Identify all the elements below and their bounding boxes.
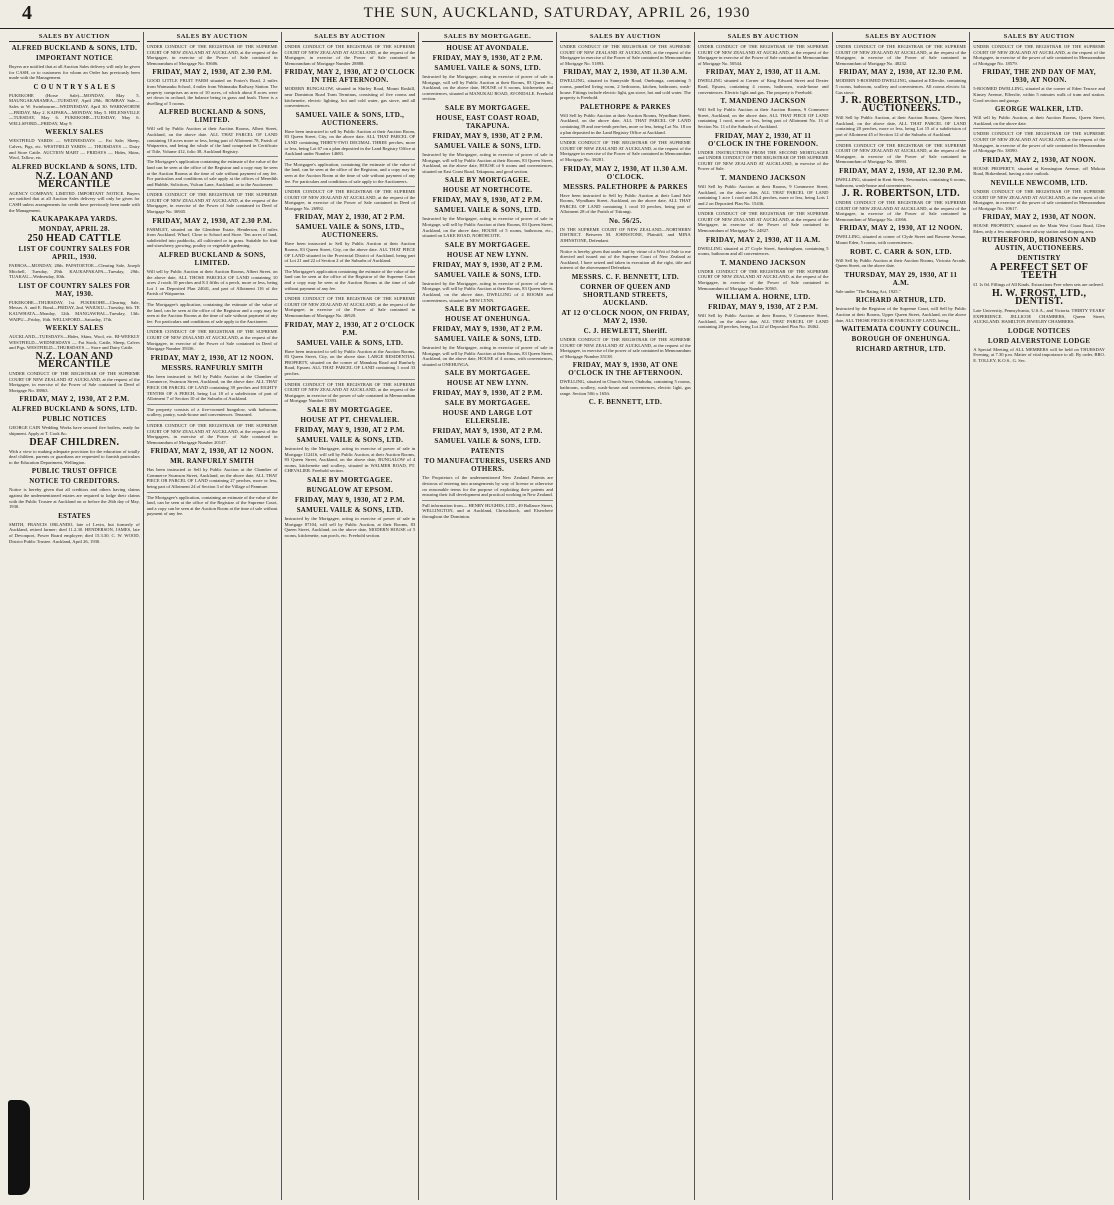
ad-headline: BUNGALOW AT EPSOM. — [306, 485, 394, 494]
ad-headline: FRIDAY, MAY 2, 1930, AT 2.30 P.M. — [152, 68, 272, 77]
ad-headline: SAMUEL VAILE & SONS, LTD., AUCTIONEERS. — [295, 223, 405, 240]
ad-body-text: Has been instructed to Sell by Public Auction at the Chamber of Commerce, Swanson Street, Auckland, on the above date. ALL THAT PIECE OR PARCEL OF LAND containing 39 perches and EIGHTY TENTHS OF A PERCH, being Lot 18 of a subdivision of part of Allotment 7 of Section 10 of the Suburbs of Auckland. — [146, 373, 278, 402]
ad-headline: C. F. BENNETT, LTD. — [588, 398, 663, 407]
ad-body-text: DWELLING, situated in Kent Street, Newmarket, containing 6 rooms, bathroom, wash-house and conveniences. — [835, 176, 967, 188]
ad-headline: PATENTS — [470, 447, 505, 456]
ad-body-text: Instructed by the Mortgagee, acting in exercise of power of sale in Mortgage, will sell by Public Auction at their Rooms, 83 Queen Street, Auckland, on the above date, HOUSE of 6 rooms and conveniences, situated on East Coast Road, Takapuna, and good section. — [422, 151, 553, 174]
ad-headline: FRIDAY, MAY 2, 1930, AT 2 P.M. — [19, 395, 130, 404]
ad-headline: FRIDAY, MAY 9, 1930, AT 2 P.M. — [708, 303, 819, 312]
ad-headline: LODGE NOTICES — [1007, 326, 1071, 335]
ad-body-text: The Mortgagee's application, containing the estimate of the value of the land, can be seen at the office of the Registrar and a copy may be seen at the Auction Rooms at the time of sale without payment of any fee. For particulars and conditions of sale apply to the Auctioneer. — [147, 299, 278, 324]
ad-headline: FRIDAY, MAY 9, 1930, AT 2 P.M. — [294, 425, 405, 434]
ad-headline: ESTATES — [58, 511, 91, 520]
ad-body-text: GOOD LITTLE FRUIT FARM situated on Foster's Road, 2 miles from Waimauku School, 4 miles from Waimauku Railway Station. The property comprises an area of 10 acres, of which about 8 acres were set down in orchard, the balance being in grass and bush. There is a dwelling of 5 rooms. — [146, 78, 278, 106]
ad-headline: J. R. ROBERTSON, LTD. — [841, 188, 960, 200]
column-1 — [6, 32, 144, 1200]
ad-body-text: WESTFIELD YARDS — WEDNESDAYS — Fat Sale; Sheep, Calves, Pigs, etc. WESTFIELD YARDS — THURSDAYS — Dairy and Store Cattle. AUCTION MART — FRIDAYS — Hides, Skins, Wool, Tallow, etc. — [9, 138, 140, 161]
ad-headline: FRIDAY, MAY 2, 1930, AT 2 O'CLOCK P.M. — [284, 320, 415, 337]
ad-headline: FRIDAY, MAY 2, 1930, AT NOON. — [982, 155, 1096, 164]
ad-body-text: Instructed by the Mortgagee, acting in exercise of power of sale in Mortgage, will sell by Public Auction at their Rooms, 83 Queen Street, Auckland, on the above date, DWELLING of 4 ROOMS and conveniences, situated in NEW LYNN. — [422, 280, 553, 303]
ad-headline: H. W. FROST, LTD., DENTIST. — [991, 288, 1087, 308]
ad-headline: SAMUEL VAILE & SONS, LTD. — [434, 335, 541, 344]
ad-headline: KAUKAPAKAPA YARDS. — [31, 215, 118, 224]
ad-headline: RICHARD ARTHUR, LTD. — [855, 296, 946, 305]
ad-body-text: UNDER CONDUCT OF THE REGISTRAR OF THE SUPREME COURT OF NEW ZEALAND AT AUCKLAND, at the request of the Mortgagee in exercise of the Power of Sale contained in Memorandum of Mortgage No. 50544. — [697, 44, 829, 66]
ad-headline: FRIDAY, MAY 9, 1930, AT 2 P.M. — [432, 196, 543, 205]
ad-body-text: Has been instructed to Sell by Public Auction at the Chamber of Commerce Swanson Street, Auckland, on the above date, ALL THAT PIECE OR PARCEL OF LAND containing 27 perches, more or less, being part of Allotment 24 of Section 3 of the Village of Panmure. — [146, 467, 278, 490]
column-header: SALES BY AUCTION — [973, 32, 1105, 42]
ad-body-text: Notice is hereby given that all creditors and others having claims against the undermentioned estates are required to lodge their claims with the Public Trustee at Auckland on or before the 26th day of May, 1930. — [9, 487, 140, 510]
ad-headline: No. 56/25. — [609, 216, 642, 225]
column-header: SALES BY AUCTION — [9, 32, 140, 42]
ad-body-text: UNDER INSTRUCTIONS FROM THE SECOND MORTGAGEE and UNDER CONDUCT OF THE REGISTRAR OF THE SUPREME COURT OF NEW ZEALAND AT AUCKLAND, in exercise of the Power of Sale. — [697, 149, 829, 172]
ad-headline: ALFRED BUCKLAND & SONS, LTD. — [11, 162, 138, 171]
ad-headline: SAMUEL VAILE & SONS, LTD. — [296, 435, 404, 444]
ad-body-text: UNDER CONDUCT OF THE REGISTRAR OF THE SUPREME COURT OF NEW ZEALAND AT AUCKLAND, at the request of the Mortgagees, in exercise of the Power of Sale contained in Memorandum of Mortgage Number 20147. — [147, 420, 278, 445]
ad-headline: FRIDAY, MAY 9, 1930, AT 2 P.M. — [432, 54, 543, 62]
ad-body-text: MODERN 5-ROOMED DWELLING, situated at Ellerslie, containing 5 rooms, bathroom, scullery and conveniences. All rooms electric lit. Gas stove. — [835, 78, 967, 95]
ad-headline: BOROUGH OF ONEHUNGA. — [851, 335, 951, 344]
column-header: SALES BY AUCTION — [147, 32, 278, 42]
ad-body-text: UNDER CONDUCT OF THE REGISTRAR OF THE SUPREME COURT OF NEW ZEALAND AT AUCKLAND, at the request of the Mortgagee, in exercise of the power of sale contained in Memorandum of Mortgage No. 18579. — [973, 44, 1105, 66]
ad-body-text: The Mortgagee's application containing the estimate of the value of the land can be seen at the office of the Registrar of the Supreme Court and a copy may be seen at the Auction Rooms at the time of sale without payment of any fee. — [285, 266, 416, 291]
ad-body-text: AUCKLAND—TUESDAYS—Hides, Skins, Wool, etc. BI-WEEKLY WESTFIELD—WEDNESDAYS — Fat Stock, Cattle, Sheep, Calves and Pigs. WESTFIELD—THURSDAYS — Store and Dairy Cattle. — [9, 334, 140, 351]
ad-headline: LIST OF COUNTRY SALES FOR APRIL, 1930. — [18, 245, 131, 262]
ad-headline: HOUSE AT NORTHCOTE. — [442, 186, 533, 195]
ad-headline: SAMUEL VAILE & SONS, LTD. — [434, 270, 541, 279]
ad-body-text: Instructed by the Mortgagee, acting in exercise of power of sale in Mortgage 87104, will sell by Public Auction, at their Rooms, 83 Queen Street, Auckland, on the above date, MODERN HOUSE of 5 rooms, kitchenette, sun porch, etc. Freehold section. — [284, 515, 416, 538]
ad-body-text: Will Sell by Public Auction at their Auction Rooms, Victoria Arcade, Queen Street, on the above date. — [835, 257, 967, 269]
ad-headline: LIST OF COUNTRY SALES FOR MAY, 1930. — [18, 281, 131, 298]
ad-headline: ALFRED BUCKLAND & SONS, LTD. — [11, 44, 138, 52]
ad-headline: FRIDAY, MAY 2, 1930, AT 2.30 P.M. — [152, 216, 272, 225]
ad-body-text: The Mortgagee's application, containing an estimate of the value of the land, can be seen at the office of the Registrar of the Supreme Court, and a copy can be seen at the Auction Room at the time of sale without payment of any fee. — [147, 492, 278, 517]
ad-body-text: Sale under "The Rating Act, 1925." — [835, 288, 901, 294]
ad-body-text: The Mortgagee's application, containing the estimate of the value of the land, can be seen at the office of the Registrar, and a copy may be seen at the Auction Room at the time of sale without payment of any fee. For particulars and conditions of sale apply to the Auctioneers. — [285, 159, 416, 184]
ad-headline: SAMUEL VAILE & SONS, LTD. — [434, 437, 541, 446]
ad-headline: MESSRS. C. F. BENNETT, LTD. — [571, 273, 679, 282]
ad-body-text: With a view to making adequate provision for the education of totally deaf children, parents or guardians are requested to furnish particulars to the Education Department, Wellington. — [9, 448, 140, 465]
ad-headline: SALE BY MORTGAGEE. — [445, 369, 531, 378]
ad-body-text: Have been instructed to Sell by Public Auction at their Land Sale Rooms, Wyndham Street, Auckland, on the above date, ALL THAT PARCEL OF LAND containing 1 rood 10 perches, being part of Allotment 28 of the Parish of Titirangi. — [560, 192, 691, 215]
ad-headline: HOUSE, EAST COAST ROAD, TAKAPUNA. — [436, 113, 540, 130]
ad-headline: FRIDAY, MAY 2, 1930, AT 11.30 A.M. O'CLOCK. — [563, 164, 688, 181]
ad-body-text: IN THE SUPREME COURT OF NEW ZEALAND—NORTHERN DISTRICT. Between M. JOHNSTONE, Plaintiff, and MINA JOHNSTONE, Defendant. — [560, 226, 691, 244]
ad-headline: T. MANDENO JACKSON — [720, 97, 806, 106]
ad-body-text: Buyers are notified that at all Auction Sales delivery will only be given for CASH, or to customers for whom an Order has previously been made with the Management. — [9, 64, 140, 81]
ad-body-text: Will sell by Public Auction, at their Auction Rooms, Queen Street, Auckland, on the above date. — [973, 115, 1105, 126]
ad-headline: TO MANUFACTURERS, USERS AND OTHERS. — [424, 457, 551, 474]
ad-body-text: Have been instructed to Sell by Public Auction at their Auction Rooms, 83 Queen Street, City, on the above date. ALL THAT PIECE OF LAND situated in the Provincial District of Auckland, being part of Lot 21 and 22 of Section 2 of the Suburbs of Auckland. — [284, 241, 416, 264]
ad-body-text: Instructed by the Registrar of the Supreme Court, will Sell by Public Auction at their Rooms, Upper Queen Street, Auckland, on the above date, ALL THOSE PIECES OR PARCELS OF LAND, being: — [835, 306, 967, 323]
ad-body-text: UNDER CONDUCT OF THE REGISTRAR OF THE SUPREME COURT OF NEW ZEALAND AT AUCKLAND, at the request of the Mortgagee in exercise of the Power of Sale contained in Memorandum of Mortgage No. 38281. — [560, 137, 691, 162]
ad-body-text: DWELLING situated at Corner of King Edward Street and Dexter Road, Epsom, containing 4 rooms, bathroom, wash-house and conveniences. Electric light and gas. The property is Freehold. — [697, 78, 829, 95]
ad-headline: FRIDAY, MAY 2, 1930, AT 12 NOON. — [150, 353, 274, 362]
column-4 — [419, 32, 557, 1200]
ad-body-text: UNDER CONDUCT OF THE REGISTRAR OF THE SUPREME COURT OF NEW ZEALAND AT AUCKLAND, at the request of the Mortgagee, in exercise of the Power of Sale contained in Memorandum of Mortgage No. 83606. — [146, 44, 278, 66]
column-header: SALES BY AUCTION — [560, 32, 691, 42]
ad-body-text: Have been instructed to sell by Public Auction at their Auction Room, 83 Queen Street, City, on the above date. ALL THAT PARCEL OF LAND containing THIRTY-TWO DECIMAL THREE perches, more or less, being Lot 67 on a plan deposited in the Land Registry Office at Auckland under Number 14683. — [284, 128, 416, 157]
ad-headline: A PERFECT SET OF TEETH — [990, 262, 1089, 282]
ad-headline: RICHARD ARTHUR, LTD. — [855, 345, 946, 354]
ad-headline: FRIDAY, MAY 9, 1930, AT 2 P.M. — [294, 495, 405, 504]
ad-body-text: Instructed by the Mortgagee, acting in exercise of power of sale in Mortgage, will sell by Public Auction at their Rooms, 83 Queen Street, Auckland, on the above date, HOUSE of 5 rooms, bathroom, etc., situated on LAKE ROAD, NORTHCOTE. — [422, 216, 553, 239]
ad-body-text: Will Sell by Public Auction, at their Auction Rooms, Queen Street, Auckland, on the above date, ALL THAT PARCEL OF LAND containing 20 perches, more or less, being Lot 15 of a subdivision of part of Allotment 45 of Section 12 of the Suburbs of Auckland. — [835, 115, 967, 137]
column-3 — [282, 32, 420, 1200]
ad-body-text: Will sell by Public Auction at their Auction Rooms, Albert Street, on the above date, ALL THOSE PARCELS OF LAND containing 10 acres 2 roods 10 perches and 8.3 fifths of a perch, more or less, being Lot 1 on Deposited Plan 24041, and part of Allotment 116 of the Parish of Waipareira. — [146, 269, 278, 297]
ad-headline: FRIDAY, MAY 2, 1930, AT 12 NOON. — [150, 447, 274, 456]
ad-headline: T. MANDENO JACKSON — [720, 258, 806, 267]
ad-headline: SALE BY MORTGAGEE. — [307, 405, 393, 414]
ad-body-text: HOUSE PROPERTY, situated at Kensington Avenue, off Mokoia Road, Birkenhead, having a nice outlook. — [973, 165, 1105, 177]
ad-headline: SAMUEL VAILE & SONS, LTD. — [296, 505, 404, 514]
ad-headline: FRIDAY, MAY 2, 1930, AT 12.30 P.M. — [839, 68, 963, 77]
ad-headline: FRIDAY, MAY 9, 1930, AT ONE O'CLOCK IN THE AFTERNOON. — [568, 361, 683, 378]
ad-headline: HOUSE AT PT. CHEVALIER. — [300, 415, 400, 424]
ad-headline: 250 HEAD CATTLE — [27, 233, 122, 245]
newspaper-columns — [6, 32, 1108, 1200]
ad-headline: FRIDAY, MAY 9, 1930, AT 2 P.M. — [432, 131, 543, 140]
ad-headline: PALETHORPE & PARKES — [580, 102, 671, 111]
ad-body-text: SMITH, FRANCIS ORLANDO, late of Levin, but formerly of Auckland, retired farmer; died 11.2.30. HENDERSON, JAMES, late of Devonport, Power Board employee; died 15.3.30. C. W. WOOD, District Public Trustee. Auckland, April 26, 1930. — [9, 521, 140, 544]
ad-headline: SAMUEL VAILE & SONS, LTD. — [434, 206, 541, 215]
ad-body-text: MODERN BUNGALOW, situated in Shirley Road, Mount Roskill, near Dominion Road Tram Terminus, consisting of five rooms and kitchenette, electric lighting, hot and cold water, gas stove, and all conveniences. — [284, 86, 416, 109]
ad-headline: FRIDAY, MAY 2, 1930, AT 11 O'CLOCK IN THE FORENOON. — [708, 131, 819, 148]
ad-headline: SAMUEL VAILE & SONS, LTD. — [296, 338, 404, 347]
ad-headline: PUBLIC TRUST OFFICE — [31, 467, 117, 476]
ad-body-text: UNDER CONDUCT OF THE REGISTRAR OF THE SUPREME COURT OF NEW ZEALAND AT AUCKLAND, at the request of the Mortgagee, in exercise of the Power of Sale contained in Memorandum of Mortgage Number 28888. — [284, 44, 416, 66]
ad-body-text: Late University, Pennsylvania, U.S.A., and Victoria. THIRTY YEARS' EXPERIENCE. JELLICOE CHAMBERS, Queen Street, AUCKLAND. HAMILTON JEWELRY CHAMBERS. — [973, 308, 1105, 325]
column-8 — [970, 32, 1108, 1200]
ad-body-text: UNDER CONDUCT OF THE REGISTRAR OF THE SUPREME COURT OF NEW ZEALAND AT AUCKLAND, at the request of the Mortgagee, in exercise of the Power of Sale contained in Memorandum of Mortgage Number 30565. — [697, 268, 829, 291]
ad-headline: HOUSE AT AVONDALE. — [446, 44, 529, 52]
ad-headline: SALE BY MORTGAGEE. — [445, 176, 531, 185]
ad-body-text: DWELLING situated at 27 Coyle Street, Sandringham, containing 5 rooms, bathroom and all conveniences. — [697, 245, 829, 257]
ad-body-text: The Mortgagee's application containing the estimate of the value of the land can be seen at the office of the Registrar and a copy may be seen at the Auction Rooms at the time of sale without payment of any fee. For particulars and conditions of sale apply at the offices of Meredith and Hubble, Solicitors, Vulcan Lane, Auckland, or to the Auctioneer. — [147, 156, 278, 187]
column-header: SALES BY MORTGAGEE. — [422, 32, 553, 42]
ad-body-text: DWELLING, situated in Church Street, Otahuhu, containing 5 rooms, bathroom, scullery, wash-house and conveniences, electric light, gas range. Section 50ft x 165ft. — [560, 379, 691, 396]
ad-body-text: Instructed by the Mortgagee, acting in exercise of power of sale in Mortgage, will sell by Public Auction at their Rooms, 83 Queen St., Auckland, on the above date, HOUSE of 6 rooms, kitchenette, and conveniences, situated at MANUKAU ROAD, AVONDALE. Freehold section. — [422, 74, 553, 102]
ad-body-text: UNDER CONDUCT OF THE REGISTRAR OF THE SUPREME COURT OF NEW ZEALAND AT AUCKLAND, at the request of the Mortgagee, in exercise of the Power of Sale contained in Memorandum of Mortgage No. 24827. — [698, 208, 829, 233]
ad-body-text: UNDER CONDUCT OF THE REGISTRAR OF THE SUPREME COURT OF NEW ZEALAND AT AUCKLAND, at the request of the Mortgagee in exercise of the Power of Sale contained in Memorandum of Mortgage No. 51893. — [560, 44, 691, 66]
ad-body-text: 5-ROOMED DWELLING, situated at the corner of Eden Terrace and Kinsey Avenue, Ellerslie, within 5 minutes walk of tram and station. Good section and garage. — [973, 86, 1105, 103]
ad-body-text: Will Sell by Public Auction at their Auction Rooms, 9 Commerce Street, Auckland, on the above date, ALL THAT PIECE OF LAND containing 1 rood, more or less, being part of Allotment No. 13 of Section No. 11 of the Suburbs of Auckland. — [697, 107, 829, 129]
ad-headline: N.Z. LOAN AND MERCANTILE — [35, 170, 114, 190]
ad-body-text: UNDER CONDUCT OF THE REGISTRAR OF THE SUPREME COURT OF NEW ZEALAND AT AUCKLAND, at the request of the Mortgagee, in exercise of the power of sale contained in Memorandum of Mortgage Number 35138. — [560, 337, 691, 359]
ad-headline: DEAF CHILDREN. — [29, 436, 120, 448]
ad-headline: C. J. HEWLETT, Sheriff. — [583, 327, 668, 336]
ad-body-text: AGENCY COMPANY, LIMITED. IMPORTANT NOTICE. Buyers are notified that at all Auction Sales delivery will only be given for CASH unless arrangements for credit have previously been made with the Management. — [9, 190, 140, 213]
ad-body-text: PUKEKOHE (Horse Sale)—MONDAY, May 5. MAUNGAKARAMEA—TUESDAY, April 29th. BOMBAY Sale—Sales to W. Swinbourne—WEDNESDAY, April 30. WARKWORTH—FRIDAY, May 2. KAIPARA—MONDAY, May 5. HELENSVILLE—TUESDAY, May 6. PUKEKOHE—TUESDAY, May 6. WELLSFORD—FRIDAY, May 9. — [9, 92, 140, 126]
ad-headline: FRIDAY, MAY 9, 1930, AT 2 P.M. — [432, 427, 543, 436]
ad-headline: FRIDAY, MAY 2, 1930, AT 11 A.M. — [705, 235, 821, 244]
ad-body-text: The Proprietors of the undermentioned New Zealand Patents are desirous of entering into arrangements by way of license or otherwise on reasonable terms for the purpose of exploiting their patents and ensuring their full development and practical working in New Zealand. — [422, 475, 553, 498]
column-header: SALES BY AUCTION — [836, 32, 967, 42]
ad-body-text: The property consists of a five-roomed bungalow, with bathroom, scullery, pantry, wash-house and conveniences. Tenanted. — [147, 404, 278, 418]
ad-headline: T. MANDENO JACKSON — [720, 173, 806, 182]
ad-headline: MONDAY, APRIL 28. — [38, 225, 110, 234]
ad-headline: MESSRS. PALETHORPE & PARKES — [563, 182, 688, 191]
ad-body-text: GEORGE CAIN Wedding Works have secured five boilers, ready for shipment. Apply at T. Cook &c. — [9, 425, 140, 436]
ad-headline: FRIDAY, MAY 9, 1930, AT 2 P.M. — [432, 389, 543, 398]
ad-headline: THURSDAY, MAY 29, 1930, AT 11 A.M. — [844, 270, 958, 287]
ad-body-text: DWELLING, situated at corner of Clyde Street and Rawene Avenue, Mount Eden, 5 rooms, with conveniences. — [835, 234, 967, 246]
ad-body-text: HOUSE PROPERTY, situated on the Main West Coast Road, Glen Eden, only a few minutes from railway station and shopping area. — [973, 223, 1105, 234]
ad-headline: SALE BY MORTGAGEE. — [307, 475, 393, 484]
ad-headline: WILLIAM A. HORNE, LTD. — [715, 293, 811, 302]
ad-headline: RUTHERFORD, ROBINSON AND AUSTIN, AUCTIONEERS. — [981, 236, 1097, 253]
column-7 — [833, 32, 971, 1200]
column-header: SALES BY AUCTION — [285, 32, 416, 42]
ad-body-text: UNDER CONDUCT OF THE REGISTRAR OF THE SUPREME COURT OF NEW ZEALAND AT AUCKLAND, at the request of the Mortgagee, in exercise of the Power of Sale contained in Deed of Mortgage Number 39336. — [147, 326, 278, 351]
ad-headline: NEVILLE NEWCOMB, LTD. — [990, 178, 1088, 187]
ad-body-text: Instructed by the Mortgagee, acting in exercise of power of sale in Mortgage, will sell by Public Auction at their Rooms, 83 Queen Street, Auckland, on the above date, HOUSE of 4 rooms, with conveniences, situated at ONEHUNGA. — [422, 345, 553, 367]
ad-headline: SALE BY MORTGAGEE. — [445, 399, 531, 408]
ad-headline: C O U N T R Y S A L E S — [33, 82, 116, 91]
ad-headline: SALE BY MORTGAGEE. — [445, 240, 531, 249]
ad-headline: FRIDAY, MAY 2, 1930, AT 11 A.M. — [705, 68, 821, 77]
ad-headline: FRIDAY, MAY 2, 1930, AT 12.30 P.M. — [839, 166, 963, 175]
ad-headline: WAITEMATA COUNTY COUNCIL. — [841, 325, 961, 334]
ad-body-text: UNDER CONDUCT OF THE REGISTRAR OF THE SUPREME COURT OF NEW ZEALAND AT AUCKLAND, at the request of the Mortgagee, in exercise of the Power of Sale contained in Deed of Mortgage No. 38863. — [9, 371, 140, 393]
ad-body-text: Full information from— HENRY HUGHES, LTD., 49 Ballance Street, WELLINGTON, and at Auckland, Christchurch, and Elsewhere throughout the Dominion. — [422, 500, 553, 520]
ad-headline: FRIDAY, MAY 2, 1930, AT 12 NOON. — [839, 224, 963, 233]
ad-body-text: FARMLET, situated on the Glendene Estate, Henderson, 10 miles from Auckland. Wharf, Close to School and Store. Ten acres of land, subdivided into paddocks, all cultivated or in grass. Suitable for fruit and strawberry growing, poultry or vegetable gardening. — [146, 226, 278, 249]
column-5 — [557, 32, 695, 1200]
ad-headline: ALFRED BUCKLAND & SONS, LTD. — [11, 405, 138, 414]
ad-headline: AT 12 O'CLOCK NOON, ON FRIDAY, MAY 2, 1930. — [561, 309, 690, 326]
ad-body-text: Will Sell by Public Auction at their Rooms, 9 Commerce Street, Auckland, on the above date, ALL THAT PARCEL OF LAND containing 1 acre 1 rood and 26.4 perches, more or less, being Lots 1 and 2 on Deposited Plan No. 15436. — [697, 183, 829, 206]
ad-headline: FRIDAY, MAY 2, 1930, AT 2 O'CLOCK IN THE AFTERNOON. — [284, 68, 415, 85]
ad-headline: FRIDAY, MAY 2, 1930, AT 11.30 A.M. — [563, 68, 688, 77]
ad-body-text: UNDER CONDUCT OF THE REGISTRAR OF THE SUPREME COURT OF NEW ZEALAND AT AUCKLAND, at the request of the Mortgagee, in exercise of the Power of Sale contained in Deed of Mortgage No. 36945. — [147, 189, 278, 214]
ad-headline: GEORGE WALKER, LTD. — [995, 105, 1084, 114]
ad-headline: CORNER OF QUEEN AND SHORTLAND STREETS, AUCKLAND. — [580, 283, 671, 308]
column-header: SALES BY AUCTION — [698, 32, 829, 42]
ad-headline: HOUSE AT NEW LYNN. — [446, 379, 529, 388]
ad-headline: WEEKLY SALES — [45, 324, 104, 333]
ad-body-text: UNDER CONDUCT OF THE REGISTRAR OF THE SUPREME COURT OF NEW ZEALAND AT AUCKLAND, at the request of the Mortgagee, in exercise of the power of sale contained in Memorandum of Mortgage No. 10617. — [973, 188, 1105, 211]
newspaper-title: THE SUN, AUCKLAND, SATURDAY, APRIL 26, 1930 — [363, 5, 751, 21]
ad-body-text: UNDER CONDUCT OF THE REGISTRAR OF THE SUPREME COURT OF NEW ZEALAND AT AUCKLAND, at the request of the Mortgagee, in exercise of the Power of Sale contained in Memorandum of Mortgage No. 46920. — [285, 293, 416, 318]
ad-headline: LORD ALVERSTONE LODGE — [987, 336, 1091, 345]
ad-headline: FRIDAY, MAY 2, 1930, AT 2 P.M. — [294, 213, 405, 222]
ad-headline: HOUSE AT ONEHUNGA. — [445, 315, 531, 324]
ad-headline: IMPORTANT NOTICE — [35, 54, 113, 62]
column-6 — [695, 32, 833, 1200]
ad-headline: MR. RANFURLY SMITH — [170, 457, 255, 466]
ad-headline: FRIDAY, MAY 9, 1930, AT 2 P.M. — [432, 260, 543, 269]
ad-headline: SALE BY MORTGAGEE. — [445, 305, 531, 314]
ad-body-text: Notice is hereby given that under and by virtue of a Writ of Sale to me directed and issued out of the Supreme Court of New Zealand at Auckland, I have seized and taken in execution all the right, title and interest of the abovenamed Defendant. — [560, 246, 691, 271]
ad-headline: WEEKLY SALES — [45, 128, 104, 137]
ad-headline: ROBT. C. CARR & SON, LTD. — [849, 247, 952, 256]
ad-body-text: UNDER CONDUCT OF THE REGISTRAR OF THE SUPREME COURT OF NEW ZEALAND AT AUCKLAND, at the request of the Mortgagee, in exercise of the Power of Sale contained in Memorandum of Mortgage No. 48232. — [835, 44, 967, 66]
ink-blot-mark — [8, 1100, 30, 1195]
ad-headline: ALFRED BUCKLAND & SONS, LIMITED. — [158, 108, 266, 125]
ad-body-text: PUKEKOHE—THURSDAY, 1st. PUKEKOHE—Clearing Sale, Messrs. A. and E. Bond—FRIDAY, 2nd. WAIUKU—Tuesday, 6th. TE KAUWHATA—Monday, 12th. MANGAWHAI—Tuesday, 13th. WAIPU—Friday, 16th. WELLSFORD—Saturday, 17th. — [9, 299, 140, 322]
ad-body-text: Will Sell by Public Auction at their Auction Rooms, Wyndham Street, Auckland, on the above date, ALL THAT PARCEL OF LAND containing 39 and one-tenth perches, more or less, being Lot No. 18 on a plan deposited in the Land Registry Office at Auckland. — [560, 112, 691, 135]
ad-headline: FRIDAY, MAY 9, 1930, AT 2 P.M. — [432, 325, 543, 334]
ad-headline: PUBLIC NOTICES — [42, 415, 107, 424]
ad-body-text: £1 1s 0d. Fillings of All Kinds. Extractions Free when sets are ordered. — [973, 282, 1104, 288]
ad-headline: MESSRS. RANFURLY SMITH — [161, 363, 263, 372]
ad-body-text: UNDER CONDUCT OF THE REGISTRAR OF THE SUPREME COURT OF NEW ZEALAND AT AUCKLAND, at the request of the Mortgagee, in exercise of the power of sale contained in Memorandum of Mortgage No. 38390. — [973, 128, 1105, 153]
ad-headline: FRIDAY, MAY 2, 1930, AT NOON. — [982, 213, 1096, 222]
ad-headline: DENTISTRY — [1017, 254, 1061, 263]
column-2 — [144, 32, 282, 1200]
ad-body-text: Instructed by the Mortgagee, acting in exercise of power of sale in Mortgage 112416, will sell by Public Auction, at their Auction Rooms, 83 Queen Street, Auckland, on the above date, BUNGALOW of 4 rooms, kitchenette and scullery, situated in WALMER ROAD, PT. CHEVALIER. Freehold section. — [284, 445, 416, 474]
ad-body-text: DWELLING, situated in Sunnyside Road, Onehunga, containing 5 rooms, panelled living room, 2 bedrooms, kitchen, bathroom, wash-house. Fittings include electric light, gas stove, hot and cold water. The property is Freehold. — [560, 78, 691, 101]
ad-headline: SAMUEL VAILE & SONS, LTD. — [434, 141, 541, 150]
ad-body-text: UNDER CONDUCT OF THE REGISTRAR OF THE SUPREME COURT OF NEW ZEALAND AT AUCKLAND, at the request of the Mortgagee, in exercise of the Power of Sale contained in Memorandum of Mortgage No. 41066. — [835, 200, 967, 222]
ad-body-text: Will sell by Public Auction at their Auction Rooms, Albert Street, Auckland, on the above date. ALL THAT PARCEL OF LAND containing 10 acres more or less, being part of Allotment 78, Parish of Waipareira, and being the whole of the land comprised in Certificate of Title, Volume 412, folio 38, Auckland Registry. — [146, 126, 278, 154]
ad-headline: ALFRED BUCKLAND & SONS, LIMITED. — [158, 251, 266, 268]
ad-headline: SAMUEL VAILE & SONS, LTD. — [434, 64, 541, 72]
ad-body-text: UNDER CONDUCT OF THE REGISTRAR OF THE SUPREME COURT OF NEW ZEALAND AT AUCKLAND, at the request of the Mortgagee, in exercise of the Power of Sale contained in Deed of Mortgage No. 26992. — [285, 186, 416, 211]
ad-headline: SAMUEL VAILE & SONS, LTD., AUCTIONEERS. — [295, 110, 405, 127]
ad-body-text: Will Sell by Public Auction at their Rooms, 9 Commerce Street, Auckland, on the above date, ALL THAT PARCEL OF LAND containing 20 perches, being Lot 22 of Deposited Plan No. 18462. — [697, 313, 829, 330]
ad-headline: NOTICE TO CREDITORS. — [29, 477, 120, 486]
ad-body-text: A Special Meeting of ALL MEMBERS will be held on THURSDAY Evening, at 7.30 p.m. Matter of vital importance to all. By order, BRO. E. TOLLEY, K.O.S., G. Sec. — [973, 346, 1105, 364]
ad-headline: HOUSE AT NEW LYNN. — [446, 250, 529, 259]
ad-body-text: Have been instructed to sell by Public Auction at the Auction Rooms, 83 Queen Street, City, on the above date. LARGE RESIDENTIAL PROPERTY, situated on the corner of Manukau Road and Ranfurly Road, Epsom. ALL THAT PARCEL OF LAND containing 1 rood 33 perches. — [284, 348, 416, 376]
page-number: 4 — [22, 2, 32, 24]
ad-headline: SALE BY MORTGAGEE. — [445, 103, 531, 112]
ad-headline: FRIDAY, THE 2ND DAY OF MAY, 1930, AT NOON. — [982, 68, 1096, 85]
ad-body-text: UNDER CONDUCT OF THE REGISTRAR OF THE SUPREME COURT OF NEW ZEALAND AT AUCKLAND, at the request of the Mortgagee, in exercise of the power of sale contained in Memorandum of Mortgage Number 53393. — [285, 379, 416, 404]
ad-headline: J. R. ROBERTSON, LTD., AUCTIONEERS. — [840, 95, 962, 115]
ad-body-text: UNDER CONDUCT OF THE REGISTRAR OF THE SUPREME COURT OF NEW ZEALAND AT AUCKLAND, at the request of the Mortgagee, in exercise of the Power of Sale contained in Memorandum of Mortgage No. 38993. — [836, 140, 967, 165]
ad-body-text: PAEROA—MONDAY, 28th. PAPATOETOE—Clearing Sale, Joseph Mitchell, Tuesday, 29th. KAUKAPAKAPA—Tuesday, 29th. TUAKAU—Wednesday, 30th. — [9, 263, 140, 280]
ad-headline: N.Z. LOAN AND MERCANTILE — [35, 351, 114, 371]
masthead — [0, 0, 1114, 29]
ad-headline: HOUSE AND LARGE LOT ELLERSLIE. — [442, 409, 533, 426]
